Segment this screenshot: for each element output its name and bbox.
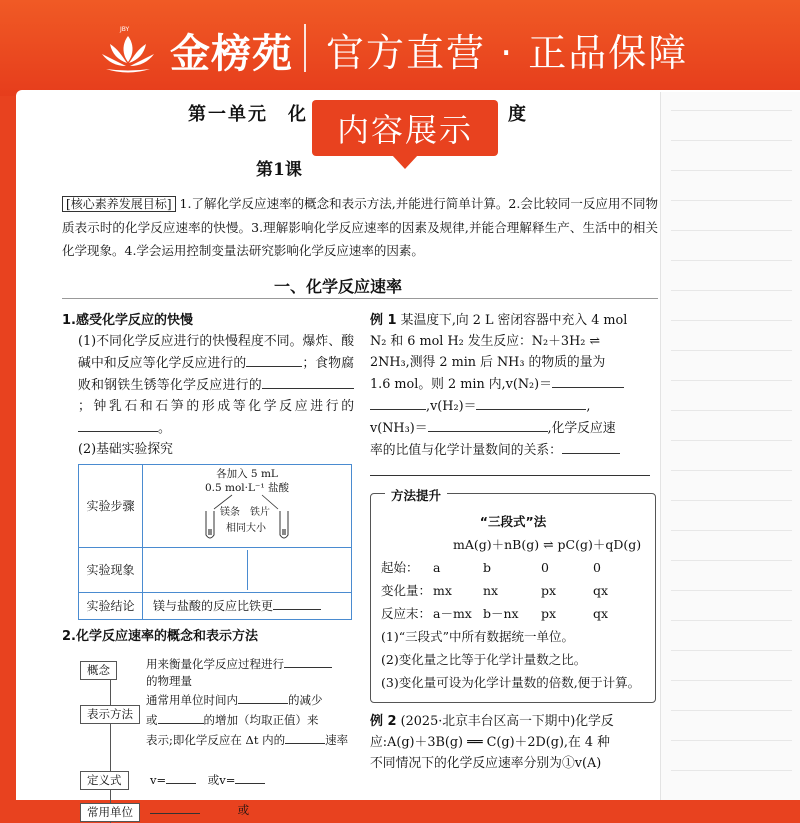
concept-flow-diagram (62, 653, 354, 823)
note-line (671, 740, 792, 741)
flow-method-line2: 或 (146, 713, 158, 727)
paragraph-1-c: ；钟乳石和石笋的形成等化学反应进行的 (78, 399, 354, 414)
note-line (671, 110, 792, 111)
goals-tag: [核心素养发展目标] (62, 196, 176, 212)
note-line (671, 140, 792, 141)
note-line (671, 500, 792, 501)
conclusion-text: 镁与盐酸的反应比铁更 (153, 599, 274, 613)
flow-formula-box: 定义式 (80, 771, 129, 790)
experiment-phenomenon-label: 实验现象 (79, 548, 143, 593)
core-goals (62, 192, 658, 262)
example-1-line5: ,v(H₂)＝ (426, 399, 477, 414)
answer-blank[interactable] (166, 769, 196, 784)
experiment-steps-label: 实验步骤 (79, 465, 143, 548)
method-equation: mA(g)＋nB(g) ⇌ pC(g)＋qD(g) (453, 537, 642, 552)
same-size-label: 相同大小 (226, 523, 266, 534)
note-line (671, 710, 792, 711)
experiment-conclusion-label: 实验结论 (79, 593, 143, 620)
method-row (381, 556, 645, 579)
unit-title: 第一单元 化 (188, 104, 308, 125)
method-note: (1)“三段式”中所有数据统一单位。 (381, 629, 574, 644)
example-1-line6: v(NH₃)＝ (370, 421, 428, 436)
flow-method-line1: 通常用单位时间内 (146, 693, 238, 707)
note-line (671, 440, 792, 441)
flow-concept-line1: 用来衡量化学反应过程进行 (146, 657, 284, 671)
method-row (381, 602, 645, 625)
note-line (671, 290, 792, 291)
brand-banner (0, 0, 800, 96)
answer-blank[interactable] (246, 352, 302, 367)
note-line (671, 620, 792, 621)
content-preview-tag-pointer (392, 155, 418, 169)
note-line (671, 560, 792, 561)
lotus-logo-icon (100, 22, 156, 74)
right-column (370, 310, 656, 774)
method-cell: 反应末： (381, 606, 432, 621)
answer-blank[interactable] (285, 729, 325, 744)
method-cell: a (433, 560, 441, 575)
answer-blank[interactable] (370, 395, 426, 410)
flow-method-line3: 表示;即化学反应在 Δt 内的 (146, 733, 286, 747)
flow-method-line3b: 速率 (325, 733, 349, 747)
reagent-volume: 各加入 5 mL (216, 468, 278, 480)
paragraph-1-b: ；食物腐败和钢铁生锈等化学反应进行的 (78, 356, 355, 393)
reagent-concentration: 0.5 mol·L⁻¹ 盐酸 (204, 482, 290, 494)
answer-blank[interactable] (78, 417, 158, 432)
example-1-line2: N₂ 和 6 mol H₂ 发生反应：N₂＋3H₂ ⇌ (370, 334, 601, 349)
example-1: 例 1 某温度下,向 2 L 密闭容器中充入 4 mol N₂ 和 6 mol H₂ 发生反应：N₂＋3H₂ ⇌ 2NH₃,测得 2 min 后 NH₃ 的物质的量为 1.6 mol。则 2 min 内,v(N₂)＝ ,v(H₂)＝ , v(NH₃)＝ ,化学反应速 率的比值与化学计量数间的关系： (370, 310, 656, 483)
note-line (671, 230, 792, 231)
answer-blank[interactable] (238, 689, 288, 704)
answer-blank[interactable] (562, 439, 620, 454)
example-2-line3: 不同情况下的化学反应速率分别为①v(A) (370, 756, 602, 771)
method-note: (2)变化量之比等于化学计量数之比。 (381, 652, 587, 667)
example-1-line6b: ,化学反应速 (547, 421, 616, 436)
flow-concept-line2: 的物理量 (146, 674, 192, 688)
svg-text:JBY: JBY (120, 26, 130, 33)
formula-v: v= (150, 773, 167, 787)
paragraph-2: (2)基础实验探究 (78, 442, 173, 457)
flow-method-line1b: 的减少 (288, 693, 323, 707)
note-line (671, 590, 792, 591)
answer-blank[interactable] (158, 709, 204, 724)
iron-label: 铁片 (250, 507, 270, 518)
note-line (671, 170, 792, 171)
example-1-label: 例 1 (370, 313, 397, 328)
answer-blank[interactable] (262, 374, 354, 389)
magnesium-label: 镁条 (220, 507, 240, 518)
example-2-label: 例 2 (370, 714, 397, 729)
test-tube-diagram-icon (192, 495, 302, 541)
example-1-line1: 某温度下,向 2 L 密闭容器中充入 4 mol (400, 313, 628, 328)
example-1-line7: 率的比值与化学计量数间的关系： (370, 443, 562, 458)
banner-divider (304, 24, 306, 72)
example-1-line4: 1.6 mol。则 2 min 内,v(N₂)＝ (370, 377, 552, 392)
answer-blank[interactable] (273, 595, 321, 610)
flow-method-line2b: 的增加（均取正值）来 (203, 713, 319, 727)
method-label: 方法提升 (385, 484, 447, 507)
method-box (370, 488, 656, 703)
flow-unit-box: 常用单位 (80, 803, 140, 822)
note-line (671, 470, 792, 471)
left-column (62, 310, 354, 823)
method-cell: b－nx (483, 606, 519, 621)
content-preview-tag: 内容展示 (312, 100, 498, 156)
method-heading: “三段式”法 (479, 514, 547, 529)
method-note: (3)变化量可设为化学计量数的倍数,便于计算。 (381, 675, 641, 690)
lesson-title: 第1课 (256, 160, 302, 180)
section-title: 一、化学反应速率 (273, 277, 402, 296)
note-line (671, 320, 792, 321)
method-cell: nx (483, 583, 499, 598)
answer-blank[interactable] (370, 461, 650, 476)
method-cell: px (541, 606, 557, 621)
heading-1: 1.感受化学反应的快慢 (62, 313, 193, 328)
method-cell: 变化量： (381, 583, 432, 598)
note-line (671, 260, 792, 261)
section-divider (62, 298, 658, 299)
flow-unit-text (150, 799, 356, 819)
method-cell: 0 (541, 560, 549, 575)
experiment-steps-cell (143, 465, 352, 548)
note-line (671, 380, 792, 381)
paragraph-1-a: (1)不同化学反应进行的快慢程度不同。爆炸、酸碱中和反应等化学反应进行的 (78, 334, 354, 371)
method-cell: px (541, 583, 557, 598)
flow-method-box: 表示方法 (80, 705, 140, 724)
flow-concept-text (146, 653, 352, 690)
example-2 (370, 711, 656, 774)
method-cell: qx (593, 606, 609, 621)
method-cell: 起始： (381, 560, 419, 575)
note-line (671, 680, 792, 681)
flow-connector (110, 673, 111, 823)
note-line (671, 530, 792, 531)
method-cell: qx (593, 583, 609, 598)
paragraph-1 (62, 331, 354, 439)
banner-slogan: 官方直营 · 正品保障 (326, 31, 689, 75)
method-cell: a－mx (433, 606, 472, 621)
experiment-conclusion-cell (143, 593, 352, 620)
method-cell: mx (433, 583, 452, 598)
example-1-line3: 2NH₃,测得 2 min 后 NH₃ 的物质的量为 (370, 355, 606, 370)
note-line (671, 200, 792, 201)
answer-blank[interactable] (428, 417, 548, 432)
note-line (671, 770, 792, 771)
notes-margin (660, 92, 800, 800)
formula-or: 或v= (207, 773, 236, 787)
unit-title-end: 度 (508, 104, 526, 125)
flow-formula-text (150, 769, 356, 789)
flow-method-text (146, 689, 352, 749)
unit-or: 或 (237, 803, 250, 817)
example-2-line2: 应:A(g)＋3B(g) ══ C(g)＋2D(g),在 4 种 (370, 735, 610, 750)
example-2-line1: (2025·北京丰台区高一下期中)化学反 (400, 714, 614, 729)
answer-blank[interactable] (150, 799, 200, 814)
note-line (671, 410, 792, 411)
answer-blank[interactable] (552, 373, 624, 388)
note-line (671, 650, 792, 651)
answer-blank[interactable] (284, 653, 332, 668)
paragraph-1-d: 。 (158, 421, 171, 436)
flow-concept-box: 概念 (80, 661, 117, 680)
method-row (381, 579, 645, 602)
experiment-table (78, 464, 352, 620)
note-line (671, 350, 792, 351)
heading-2: 2.化学反应速率的概念和表示方法 (62, 629, 258, 644)
method-cell: b (483, 560, 492, 575)
brand-name: 金榜苑 (170, 31, 293, 77)
goals-text: 1.了解化学反应速率的概念和表示方法,并能进行简单计算。2.会比较同一反应用不同物质表示时的化学反应速率的快慢。3.理解影响化学反应速率的因素及规律,并能合理解释生产、生活中的相关化学现象。4.学会运用控制变量法研究影响化学反应速率的因素。 (62, 196, 659, 258)
answer-blank[interactable] (235, 769, 265, 784)
method-cell: 0 (593, 560, 601, 575)
answer-blank[interactable] (476, 395, 586, 410)
experiment-phenomenon-cell[interactable] (143, 548, 352, 593)
